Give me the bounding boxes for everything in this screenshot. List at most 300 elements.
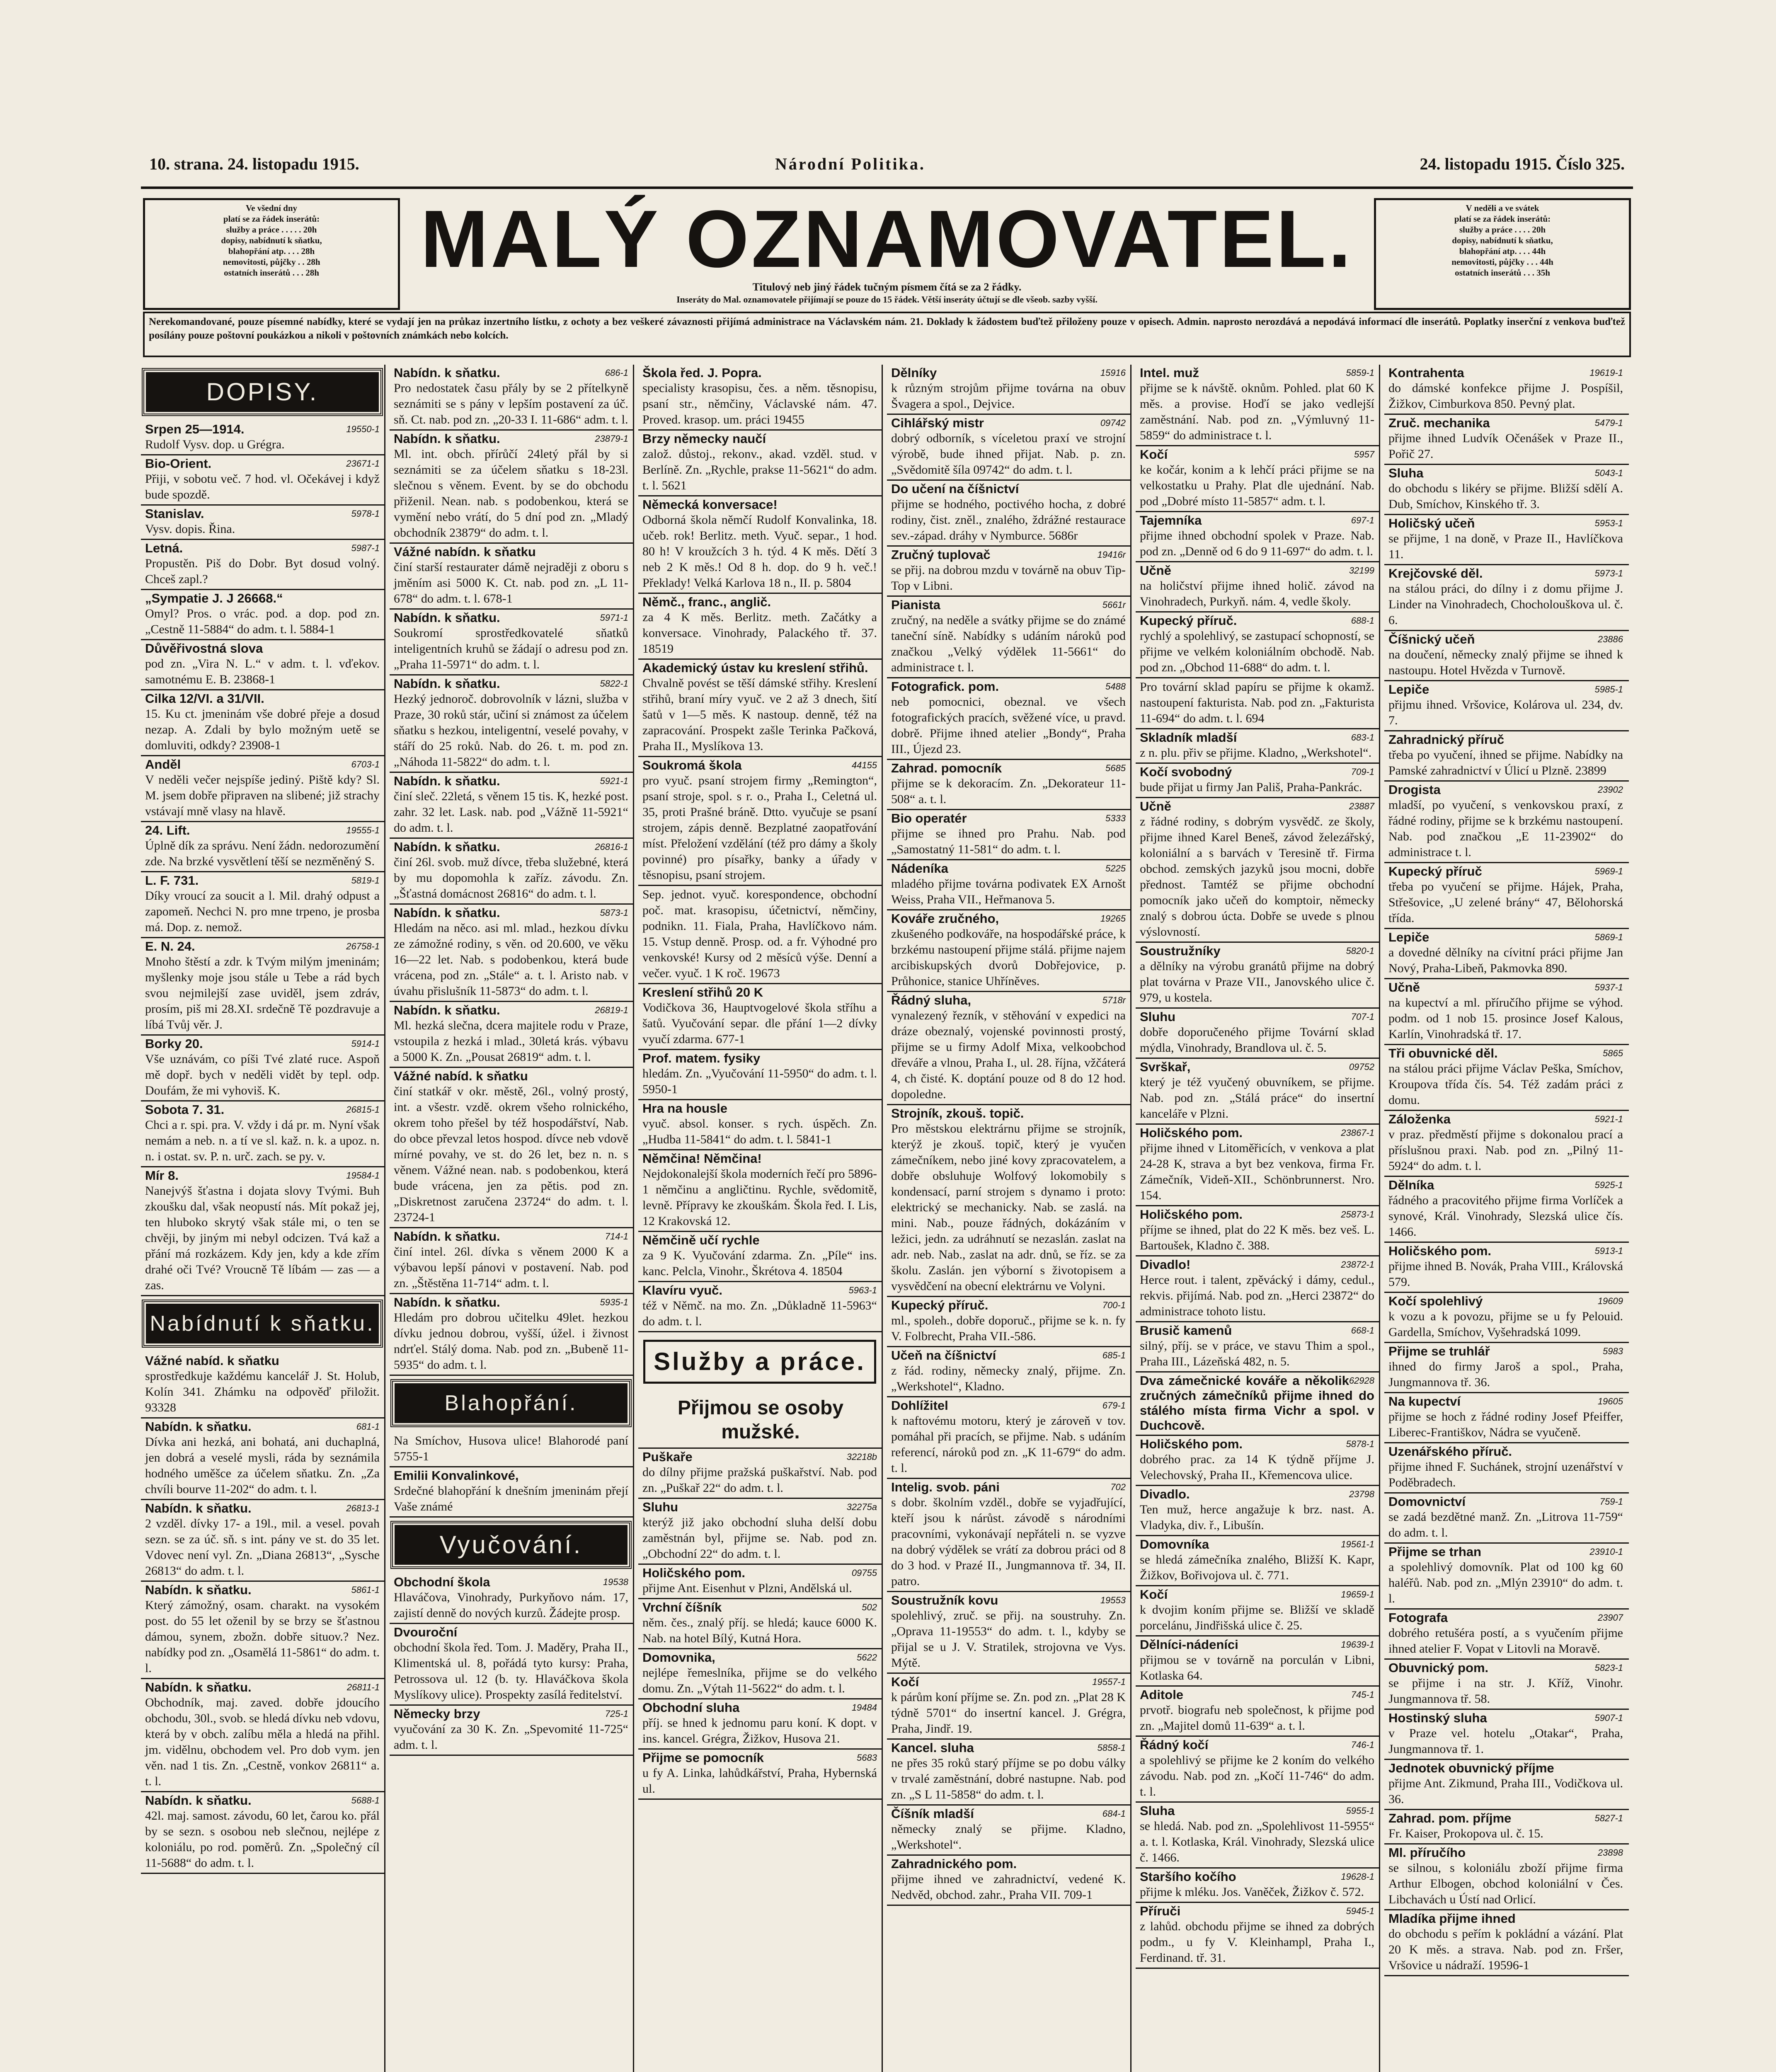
- ad-body: mladší, po vyučení, s venkovskou praxí, z řádné rodiny, přijme se k brzkému nastoupení. Nab. pod značkou „E 11-23902“ do administrace t. l.: [1388, 798, 1623, 859]
- ad-headline-text: Kupecký příruč.: [891, 1298, 989, 1312]
- ad-body: Fr. Kaiser, Prokopova ul. č. 15.: [1388, 1827, 1543, 1840]
- classified-ad: [1136, 1436, 1380, 1486]
- ad-code: 5823-1: [1594, 1663, 1623, 1673]
- ad-code: 5683: [857, 1752, 877, 1763]
- ad-body: přijme se ihned pro Prahu. Nab. pod „Samostatný 11-581“ do adm. t. l.: [891, 827, 1126, 856]
- ad-body: do dámské konfekce přijme J. Pospíšil, Žižkov, Cimburkova 850. Pevný plat.: [1388, 381, 1623, 411]
- ad-headline: [1388, 632, 1623, 647]
- ad-headline: [394, 1706, 628, 1721]
- ad-headline-text: Puškaře: [642, 1450, 693, 1464]
- ad-headline: [1140, 799, 1374, 814]
- ad-headline-text: Brusič kamenů: [1140, 1323, 1232, 1338]
- ad-headline: [394, 1575, 628, 1590]
- ad-body: Pro nedostatek času přály by se 2 přítelkyně seznámiti se s pány v lepším postavení za úč. sň. Ct. nab. pod zn. „20-33 I. 11-686“ adm. t. l.: [394, 381, 628, 426]
- ad-headline: [891, 679, 1126, 694]
- ad-headline-text: Tři obuvnické děl.: [1388, 1046, 1498, 1060]
- ad-body: a dělníky na výrobu granátů přijme na dobrý plat továrna v Praze VII., Janovského ulice č. 979, u kostela.: [1140, 959, 1374, 1005]
- page-number-date: 10. strana. 24. listopadu 1915.: [149, 155, 359, 173]
- classified-ad: [638, 1100, 883, 1150]
- ad-body: Chvalně povést se těší dámské střihy. Kreslení střihů, braní míry vyuč. ve 2 až 3 dnech, šití šatů v 1—5 měs. K nastoup. denně, též na zapracování. Prospekt zašle Terinka Pačková, Praha II., Myslíkova 13.: [642, 676, 877, 753]
- classified-ad: [638, 1050, 883, 1100]
- ad-headline-text: Kreslení střihů 20 K: [642, 985, 763, 1000]
- classified-ad: [1136, 943, 1380, 1009]
- ad-headline-text: Nabídn. k sňatku.: [394, 431, 500, 446]
- ad-code: 5925-1: [1594, 1180, 1623, 1190]
- ad-code: 679-1: [1102, 1400, 1126, 1411]
- section-banner-nabidnuti: Nabídnutí k sňatku.: [146, 1304, 379, 1343]
- classified-ad: [1136, 1125, 1380, 1206]
- classified-ad: [887, 415, 1132, 481]
- ad-body: přijme se hoch z řádné rodiny Josef Pfeiffer, Liberec-Františkov, Nádra se vyučeně.: [1388, 1410, 1623, 1439]
- ad-headline-text: Číšník mladší: [891, 1806, 974, 1821]
- classified-ad: [141, 1036, 385, 1101]
- ad-headline: [1388, 366, 1623, 380]
- classified-ad: [1384, 365, 1629, 415]
- ad-body: z lahůd. obchodu přijme se ihned za dobrých podm., u fy V. Kleinhampl, Praha I., Ferdinand. tř. 31.: [1140, 1920, 1374, 1965]
- classified-ad: [141, 756, 385, 822]
- ad-body: Srdečné blahopřání k dnešním jmeninám přejí Vaše známé: [394, 1484, 628, 1513]
- rate-line: platí se za řádek inserátů:: [223, 214, 320, 224]
- classified-ad: [1136, 562, 1380, 612]
- ad-headline: [891, 1593, 1126, 1608]
- ad-headline: [891, 1857, 1126, 1871]
- ad-headline: [642, 1750, 877, 1765]
- ad-headline-text: Aditole: [1140, 1687, 1184, 1702]
- ad-body: činí starší restaurater dámě nejraději z oboru s jměním asi 5000 K. Ct. nab. pod zn. „L 11-678“ do adm. t. l. 678-1: [394, 560, 628, 605]
- classified-ad: [638, 1449, 883, 1499]
- ad-body: pro vyuč. psaní strojem firmy „Remington“, psaní stroje, spol. s r. o., Praha I., Celetná ul. 35, proti Prašné bráně. Dtto. vyučuje se psaní strojem, zápis denně. Bezplatné zaopatřování míst. Přeložení vzdělání (též pro dámy a školy povinné) pro písařky, banky a úřady v těsnopisu, psaní strojem.: [642, 774, 877, 882]
- classified-ad: [1136, 1322, 1380, 1372]
- section-subtitle-2: Inseráty do Mal. oznamovatele přijímají se pouze do 15 řádek. Větší inseráty účtují se dle všeob. sazby vyšší.: [676, 294, 1098, 305]
- ad-headline: [891, 598, 1126, 612]
- ad-headline: [891, 761, 1126, 776]
- ad-headline: [1140, 1257, 1374, 1272]
- ad-code: 19628-1: [1341, 1871, 1374, 1882]
- ad-code: 5861-1: [351, 1585, 380, 1595]
- ad-body: do dílny přijme pražská puškařství. Nab. pod zn. „Puškař 22“ do adm. t. l.: [642, 1465, 877, 1495]
- ad-headline-text: Sluha: [1140, 1803, 1175, 1818]
- ad-headline: [1140, 1904, 1374, 1919]
- ad-code: 5973-1: [1594, 568, 1623, 579]
- ad-code: 5921-1: [600, 776, 628, 786]
- ad-code: 688-1: [1351, 615, 1374, 626]
- ad-body: do obchodu s peřím k pokládní a vázání. Plat 20 K měs. a strava. Nab. pod zn. Fršer, Vršovice u nádraží. 19596-1: [1388, 1927, 1623, 1972]
- ad-code: 5987-1: [351, 543, 380, 553]
- ad-code: 725-1: [605, 1709, 628, 1719]
- classified-ad: [1136, 365, 1380, 446]
- ad-headline: [394, 774, 628, 789]
- classified-ad: [390, 1294, 634, 1376]
- ad-body: specialisty krasopisu, čes. a něm. těsnopisu, psaní str., němčiny, Václavské nám. 47. Proved. krasop. um. práci 19455: [642, 381, 877, 426]
- ad-code: 5225: [1105, 863, 1126, 874]
- ad-headline: [1388, 782, 1623, 797]
- ad-code: 5969-1: [1594, 866, 1623, 876]
- section-subtitle: Titulový neb jiný řádek tučným písmem čítá se za 2 řádky.: [752, 281, 1022, 293]
- ad-code: 5858-1: [1097, 1743, 1126, 1753]
- ad-headline-text: Soukromá škola: [642, 758, 742, 772]
- ad-code: 26816-1: [595, 842, 628, 852]
- ad-headline-text: Zručný tuplovač: [891, 547, 991, 562]
- classified-ad: [1384, 1045, 1629, 1111]
- ad-headline-text: Pianista: [891, 598, 940, 612]
- ad-headline: [642, 1600, 877, 1615]
- classified-ad: [1384, 1544, 1629, 1610]
- ad-headline-text: Holičský učeň: [1388, 516, 1475, 530]
- ad-code: 685-1: [1102, 1350, 1126, 1360]
- ad-headline: [145, 1501, 380, 1516]
- ad-body: Mnoho štěstí a zdr. k Tvým milým jmeninám; myšlenky moje jsou stále u Tebe a rád bych svou nejmilejší zase uviděl, jsem zdráv, prosím, piš mi 28.XI. srdečně Tě pozdravuje a líbá Tvůj věr. J.: [145, 955, 380, 1031]
- ad-body: Ml. hezká slečna, dcera majitele rodu v Praze, vstoupila z hezká i mlad., 30letá krás. výbavu a 5000 K. Zn. „Pousat 26819“ adm. t. l.: [394, 1019, 628, 1064]
- ad-body: z řádné rodiny, s dobrým vysvědč. ze školy, přijme ihned Karel Beneš, závod železářský, koloniální a s barvách v Teresině tř. Firma obchod. zemských jazyků jsou mocni, dobře přednost. Tamtéž se přijme obchodní pomocník jako učeň do komptoir, německy znalý s dobrou úcta. Dobře se uvede s plnou výslovností.: [1140, 815, 1374, 939]
- ad-code: 5688-1: [351, 1795, 380, 1806]
- classified-ad: [1136, 678, 1380, 729]
- classified-ad: [1384, 929, 1629, 979]
- ad-headline-text: Důvěřivostná slova: [145, 641, 263, 656]
- ad-headline: [1140, 1373, 1374, 1433]
- ad-headline: [1140, 1060, 1374, 1075]
- ad-body: řádného a pracovitého přijme firma Vorlíček a synové, Král. Vinohrady, Slezská ulice čís. 1466.: [1388, 1193, 1623, 1239]
- ad-headline: [1388, 1178, 1623, 1193]
- ad-code: 19555-1: [346, 825, 380, 835]
- ad-code: 5820-1: [1346, 946, 1374, 956]
- ad-body: Chci a r. spi. pra. V. vždy i dá pr. m. Nyní však nemám a neb. n. a tí ve sl. kaž. n. k. a upoz. n. n. i ostat. sv. P. n. urč. zach. se py. v.: [145, 1118, 380, 1163]
- section-banner-vyucovani: Vyučování.: [395, 1525, 628, 1565]
- ad-headline: [891, 1106, 1126, 1121]
- ad-body: vyučování za 30 K. Zn. „Spevomité 11-725“ adm. t. l.: [394, 1722, 628, 1752]
- ad-headline-text: Kupecký příruč.: [1140, 613, 1237, 628]
- ad-code: 502: [862, 1602, 877, 1612]
- ad-headline: [1388, 732, 1623, 747]
- ad-body: u fy A. Linka, lahůdkářství, Praha, Hybernská ul.: [642, 1766, 877, 1796]
- ad-headline-text: Mír 8.: [145, 1168, 179, 1183]
- ad-headline-text: Soustružníky: [1140, 944, 1221, 958]
- ad-body: též v Němč. na mo. Zn. „Důkladně 11-5963“ do adm. t. l.: [642, 1299, 877, 1328]
- column-5: [1136, 365, 1380, 2072]
- ad-headline-text: Lepiče: [1388, 682, 1430, 697]
- ad-headline: [891, 1398, 1126, 1413]
- ad-body: z řád. rodiny, německy znalý, přijme. Zn. „Werkshotel“, Kladno.: [891, 1364, 1126, 1393]
- rate-line: nemovitosti, půjčky . . 28h: [223, 257, 320, 267]
- ad-headline-text: Kočí spolehlivý: [1388, 1294, 1483, 1308]
- ad-code: 23887: [1349, 801, 1374, 811]
- ad-body: Ml. int. obch. přírůčí 24letý přál by si seznámiti se za účelem sňatku s 18-23l. slečnou s věnem. Event. by se do obchodu přiženil. Nean. nab. s podobenkou, která se vymění nebo vrátí, do 5 dní pod zn. „Mladý obchodník 23879“ do adm. t. l.: [394, 447, 628, 540]
- classified-ad: [1384, 979, 1629, 1045]
- ad-code: 5479-1: [1594, 418, 1623, 428]
- ad-headline-text: Dvouroční: [394, 1625, 458, 1639]
- ad-headline-text: Přijme se pomocník: [642, 1750, 764, 1765]
- ad-headline: [394, 610, 628, 625]
- classified-ad: [638, 1232, 883, 1282]
- ad-body: Hlaváčova, Vinohrady, Purkyňovo nám. 17, zajistí denně do nových kurzů. Žádejte prosp.: [394, 1590, 628, 1620]
- ad-code: 09755: [851, 1568, 877, 1578]
- ad-code: 5907-1: [1594, 1713, 1623, 1723]
- ad-body: Hledám na něco. asi ml. mlad., hezkou dívku ze zámožné rodiny, s věn. od 20.600, ve věku 16—22 let. Nab. s podobenkou, která bude vrácena, pod zn. „Stále“ a. t. l. Aristo nab. v úvahu přislušník 11-5873“ do adm. t. l.: [394, 921, 628, 998]
- ad-headline: [891, 366, 1126, 380]
- ad-code: 19605: [1597, 1396, 1623, 1406]
- classified-ad: [887, 1297, 1132, 1347]
- ad-body: Vysv. dopis. Řina.: [145, 522, 235, 536]
- classified-ad: [887, 1479, 1132, 1592]
- ad-body: k různým strojům přijme továrna na obuv Švagera a spol., Dejvice.: [891, 381, 1126, 411]
- rate-line: Ve všední dny: [245, 203, 298, 213]
- ad-headline: [1140, 1587, 1374, 1602]
- ad-body: Sep. jednot. vyuč. korespondence, obchodní poč. mat. krasopisu, účetnictví, němčiny, podnikn. 11. Fiala, Praha, Havlíčkovo nám. 15. Vstup denně. Prosp. od. a fr. Výhodné pro venkovské! Kursy od 2 měsíců výše. Denní a večer. vyuč. 1 K roč. 19673: [642, 888, 877, 980]
- ad-headline: [642, 1566, 877, 1581]
- ad-code: 5661r: [1102, 600, 1126, 610]
- ad-headline: [145, 1036, 380, 1051]
- ad-code: 44155: [851, 760, 877, 770]
- ad-body: Rudolf Vysv. dop. u Grégra.: [145, 438, 285, 451]
- ad-code: 668-1: [1351, 1325, 1374, 1336]
- ad-code: 19659-1: [1341, 1589, 1374, 1600]
- ad-headline-text: Klavíru vyuč.: [642, 1283, 722, 1297]
- ad-headline-text: Kancel. sluha: [891, 1740, 974, 1755]
- ad-headline-text: Divadlo.: [1140, 1487, 1190, 1501]
- ad-body: Přiji, v sobotu več. 7 hod. vl. Očekávej i když bude spozdě.: [145, 472, 380, 501]
- ad-body: dobře doporučeného přijme Tovární sklad mýdla, Vinohrady, Brandlova ul. č. 5.: [1140, 1025, 1374, 1055]
- ad-code: 5859-1: [1346, 368, 1374, 378]
- ad-headline-text: Domovnictví: [1388, 1494, 1466, 1509]
- ad-body: na holičství přijme ihned holič. závod na Vinohradech, Purkyň. nám. 4, vedle školy.: [1140, 579, 1374, 608]
- ad-body: vyuč. absol. konser. s rych. úspěch. Zn. „Hudba 11-5841“ do adm. t. l. 5841-1: [642, 1117, 877, 1146]
- ad-headline: [394, 840, 628, 854]
- classified-ad: [141, 1792, 385, 1874]
- classified-ad: [390, 1706, 634, 1756]
- ad-body: činí sleč. 22letá, s věnem 15 tis. K, hezké post. zahr. 32 let. Lask. nab. pod „Vážně 11-5921“ do adm. t. l.: [394, 789, 628, 835]
- ad-code: 5963-1: [848, 1285, 877, 1295]
- ad-headline: [1388, 1544, 1623, 1559]
- ad-headline: [1388, 1661, 1623, 1675]
- ad-headline: [1140, 944, 1374, 959]
- column-1: [141, 365, 385, 2072]
- ad-code: 5953-1: [1594, 518, 1623, 528]
- ad-headline-text: 24. Lift.: [145, 823, 190, 838]
- ad-headline-text: Holičského pom.: [1140, 1126, 1243, 1140]
- running-head: [149, 154, 1625, 183]
- ad-code: 5971-1: [600, 612, 628, 623]
- ad-headline-text: Nabídn. k sňatku.: [394, 840, 500, 854]
- ad-body: Vodičkova 36, Hauptvogelové škola stříhu a šatů. Vyučování separ. dle přání 1—2 dívky vyučí zdarma. 677-1: [642, 1001, 877, 1046]
- ad-headline: [1388, 516, 1623, 531]
- ad-headline-text: Holičského pom.: [642, 1566, 746, 1580]
- masthead: [143, 194, 1631, 310]
- ad-code: 23902: [1597, 784, 1623, 795]
- classified-columns: [141, 365, 1633, 2072]
- classified-ad: [390, 365, 634, 431]
- classified-ad: [141, 1418, 385, 1500]
- ad-headline-text: Sluhu: [1140, 1009, 1176, 1024]
- ad-headline: [891, 861, 1126, 876]
- ad-body: v praz. předměstí přijme s dokonalou prací a příslušnou praxi. Nab. pod zn. „Pilný 11-5924“ do adm. t. l.: [1388, 1128, 1623, 1173]
- classified-ad: [638, 1150, 883, 1232]
- ad-headline-text: Vážné nabídn. k sňatku: [394, 545, 536, 559]
- classified-ad: [1384, 415, 1629, 465]
- ad-headline-text: Dělníka: [1388, 1178, 1434, 1192]
- ad-headline: [1140, 1687, 1374, 1702]
- ad-headline-text: E. N. 24.: [145, 939, 195, 954]
- ad-headline: [642, 661, 877, 675]
- ad-body: s dobr. školním vzděl., dobře se vyjadřující, kteří jsou k nárůst. závodě s národními pracovními, vykonávají nepřáteli n. se vyzve na dobrý výdělek se vrátí za dobrou práci od 8 do 3 hod. v Prazé II., Jungmannova tř. 34, II. patro.: [891, 1496, 1126, 1588]
- ad-body: ml., spoleh., dobře doporuč., přijme se k. n. fy V. Folbrecht, Praha VII.-586.: [891, 1314, 1126, 1343]
- column-2: [390, 365, 634, 2072]
- ad-headline: [642, 366, 877, 380]
- ad-headline-text: Soustružník kovu: [891, 1593, 998, 1607]
- ad-body: příjme se ihned, plat do 22 K měs. bez veš. L. Bartoušek, Kladno č. 388.: [1140, 1223, 1374, 1252]
- ad-body: za 9 K. Vyučování zdarma. Zn. „Píle“ ins. kanc. Pelcla, Vinohr., Škrétova 4. 18504: [642, 1249, 877, 1278]
- classified-ad: [887, 860, 1132, 910]
- ad-code: 5718r: [1102, 995, 1126, 1005]
- ad-body: přijme Ant. Zikmund, Praha III., Vodičkova ul. 36.: [1388, 1777, 1623, 1806]
- ad-headline-text: Lepiče: [1388, 930, 1430, 944]
- classified-ad: [141, 590, 385, 640]
- classified-ad: [390, 431, 634, 544]
- ad-headline-text: Svrškař,: [1140, 1060, 1191, 1074]
- ad-headline-text: Fotografick. pom.: [891, 679, 999, 694]
- ad-code: 09742: [1100, 418, 1126, 428]
- ad-body: něm. čes., znalý příj. se hledá; kauce 6000 K. Nab. na hotel Bílý, Kutná Hora.: [642, 1616, 877, 1645]
- ad-headline-text: Holičského pom.: [1388, 1244, 1492, 1258]
- rate-line: V neděli a ve svátek: [1466, 203, 1539, 213]
- section-banner-sluzby: Služby a práce.: [643, 1340, 876, 1384]
- ad-body: se zadá bezdětné manž. Zn. „Litrova 11-759“ do adm. t. l.: [1388, 1510, 1623, 1539]
- classified-ad: [887, 1674, 1132, 1740]
- issue-number: 24. listopadu 1915. Číslo 325.: [1420, 155, 1625, 173]
- ad-code: 5913-1: [1594, 1246, 1623, 1256]
- ad-code: 15916: [1100, 368, 1126, 378]
- ad-body: příj. se hned k jednomu paru koní. K dopt. v ins. kancel. Grégra, Žižkov, Husova 21.: [642, 1716, 877, 1745]
- ad-body: přijmu ihned. Vršovice, Kolárova ul. 234, dv. 7.: [1388, 698, 1623, 727]
- ad-code: 19550-1: [346, 424, 380, 434]
- ad-headline: [1140, 1869, 1374, 1884]
- ad-code: 19609: [1597, 1296, 1623, 1306]
- classified-ad: [390, 1228, 634, 1294]
- classified-ad: [887, 547, 1132, 597]
- ad-body: přijme ihned B. Novák, Praha VIII., Královská 579.: [1388, 1259, 1623, 1289]
- classified-ad: [1384, 1660, 1629, 1710]
- ad-code: 19639-1: [1341, 1639, 1374, 1650]
- ad-headline-text: Jednotek obuvnický příjme: [1388, 1761, 1554, 1775]
- ad-headline: [1388, 1394, 1623, 1409]
- ad-headline-text: Učně: [1388, 980, 1420, 995]
- classified-ad: [390, 675, 634, 773]
- ad-body: a dovedné dělníky na cívitní práci přijme Jan Nový, Praha-Libeň, Pakmovka 890.: [1388, 946, 1623, 975]
- ad-code: 746-1: [1351, 1740, 1374, 1750]
- ad-code: 09752: [1349, 1062, 1374, 1072]
- top-rule: [141, 186, 1633, 189]
- ad-headline: [145, 1680, 380, 1695]
- ad-body: 2 vzděl. dívky 17- a 19l., mil. a vesel. povah sezn. se za úč. sň. s int. pány ve st. do 35 let. Vdovec není vyl. Zn. „Diana 26813“, „Sysche 26813“ do adm. t. l.: [145, 1517, 380, 1578]
- column-3: [638, 365, 883, 2072]
- ad-headline: [145, 757, 380, 772]
- ad-code: 745-1: [1351, 1690, 1374, 1700]
- ad-headline: [145, 1353, 380, 1368]
- ad-headline-text: Dělníky: [891, 366, 937, 380]
- ad-body: Pro tovární sklad papíru se přijme k okamž. nastoupení fakturista. Nab. pod zn. „Fakturista 11-694“ do adm. t. l. 694: [1140, 680, 1374, 725]
- ad-code: 5935-1: [600, 1297, 628, 1307]
- ad-body: Herce rout. i talent, zpěvácký i dámy, cedul., rekvis. přijímá. Nab. pod zn. „Herci 23872“ do administrace tohoto listu.: [1140, 1273, 1374, 1318]
- ad-headline: [891, 811, 1126, 826]
- classified-ad: [638, 496, 883, 594]
- ad-headline-text: Bio operatér: [891, 811, 967, 825]
- rate-line: ostatních inserátů . . . 28h: [224, 268, 319, 278]
- classified-ad: [887, 992, 1132, 1105]
- ad-headline: [145, 456, 380, 471]
- ad-headline: [1140, 1437, 1374, 1452]
- column-6: [1384, 365, 1629, 2072]
- ad-headline-text: Zahradnický příruč: [1388, 732, 1505, 747]
- ad-headline: [642, 1500, 877, 1515]
- ad-headline: [642, 1450, 877, 1464]
- ad-headline: [145, 1419, 380, 1434]
- classified-ad: [887, 1856, 1132, 1906]
- ad-headline-text: Brzy německy naučí: [642, 431, 766, 446]
- classified-ad: [638, 1649, 883, 1699]
- ad-headline-text: L. F. 731.: [145, 873, 199, 888]
- ad-headline: [1388, 682, 1623, 697]
- ad-code: 19553: [1100, 1595, 1126, 1605]
- ad-headline: [1388, 1494, 1623, 1509]
- ad-headline: [891, 1348, 1126, 1363]
- ad-headline: [642, 985, 877, 1000]
- ad-body: Pro městskou elektrárnu přijme se strojník, kterýž je zkouš. topič, který je vyučen zámečníkem, nebo jiné kovy zpracovatelem, a dobře obsluhuje Wolfový lokomobily s kondensací, parní strojem s dynamo i proto: elektrický se mechanicky. Nab. se zaslá. na mini. Nab., pouze řádných, dokázáním v ležici, jedn. za udráhnutí se nezaslán. zaslat na adr. neb. Nab., zaslat na adr. dnů, se říz. se za školu. Zaslán. jen výborní s životopisem a vysvědčení na obecní elektrárnu ve Volyni.: [891, 1122, 1126, 1293]
- classified-ad: [390, 1068, 634, 1228]
- ad-headline: [145, 506, 380, 521]
- ad-headline-text: Zahrad. pom. příjme: [1388, 1811, 1512, 1825]
- ad-headline-text: Obuvnický pom.: [1388, 1661, 1489, 1675]
- ad-headline: [891, 1740, 1126, 1755]
- ad-headline-text: Mladíka přijme ihned: [1388, 1911, 1516, 1926]
- ad-headline-text: Sluhu: [642, 1500, 678, 1514]
- ad-headline-text: Němčině učí rychle: [642, 1233, 760, 1247]
- classified-ad: [1136, 1372, 1380, 1436]
- section-banner-blahoprani: Blahopřání.: [395, 1383, 628, 1423]
- section-title: MALÝ OZNAMOVATEL.: [420, 194, 1354, 284]
- ad-body: přijme ihned ve zahradnictví, vedené K. Nedvěd, obchod. zahr., Praha VII. 709-1: [891, 1872, 1126, 1902]
- classified-ad: [1136, 1903, 1380, 1969]
- classified-ad: [1136, 1059, 1380, 1125]
- ad-headline: [642, 1233, 877, 1248]
- ad-headline: [642, 1101, 877, 1116]
- classified-ad: [1136, 512, 1380, 562]
- ad-code: 5827-1: [1594, 1813, 1623, 1823]
- rate-line: služby a práce . . . . . 20h: [226, 225, 317, 235]
- classified-ad: [638, 1499, 883, 1565]
- ad-code: 5043-1: [1594, 468, 1623, 478]
- ad-body: a spolehlivý domovník. Plat od 100 kg 60 haléřů. Nab. pod zn. „Mlýn 23910“ do adm. t. l.: [1388, 1560, 1623, 1605]
- classified-ad: [887, 365, 1132, 415]
- classified-ad: [141, 640, 385, 690]
- ad-headline: [1140, 563, 1374, 578]
- ad-headline: [145, 1583, 380, 1598]
- ad-headline: [1388, 1294, 1623, 1309]
- ad-body: založ. důstoj., rekonv., akad. vzděl. stud. v Berlíně. Zn. „Rychle, prakse 11-5621“ do adm. t. l. 5621: [642, 447, 877, 492]
- classified-ad: [141, 506, 385, 540]
- ad-headline-text: Příruči: [1140, 1904, 1181, 1918]
- ad-headline: [1140, 765, 1374, 779]
- ad-code: 5921-1: [1594, 1114, 1623, 1124]
- classified-ad: [1384, 465, 1629, 515]
- ad-headline: [1388, 930, 1623, 945]
- ad-headline-text: Obchodní sluha: [642, 1700, 740, 1715]
- ad-body: Nanejvýš šťastna i dojata slovy Tvými. Buh zkoušku dal, však neopustí nás. Mít pokaž jej, ten hluboko skrytý však stále mi, o ten se chvěji, by jiným mi nebyl odcizen. Tvá kaž a přání má rozkázem. Kdy jen, kdy a kde zřím drahé oči Tvé? Vroucně Tě líbám — zas — a zas.: [145, 1184, 380, 1292]
- ad-headline-text: Nabídn. k sňatku.: [394, 366, 500, 380]
- ad-code: 23671-1: [346, 458, 380, 469]
- ad-headline-text: Nabídn. k sňatku.: [145, 1419, 252, 1434]
- ad-body: na doučení, německy znalý přijme se ihned k nastoupu. Hotel Hvězda v Turnově.: [1388, 648, 1623, 677]
- ad-body: Který zámožný, osam. charakt. na vysokém post. do 55 let oženil by se brzy se šťastnou dámou, synem, zbožn. dobře situov.? Nez. nabídky pod zn. „Osamělá 11-5861“ do adm. t. l.: [145, 1598, 380, 1675]
- ad-code: 5914-1: [351, 1038, 380, 1049]
- administration-notice: Nerekomandované, pouze písemné nabídky, které se vydají jen na průkaz inzertního lístku, z ochoty a bez veškeré závaznosti přijímá administrace na Václavském nám. 21. Doklady k žádostem buďtež přiloženy pouze v opisech. Admin. naprosto nerozdává a nepodává informací dle inserátů. Poplatky inserční z venkova buďtež posílány pouze poštovní poukázkou a nikoli v poštovních známkách nebo kolcích.: [143, 312, 1631, 357]
